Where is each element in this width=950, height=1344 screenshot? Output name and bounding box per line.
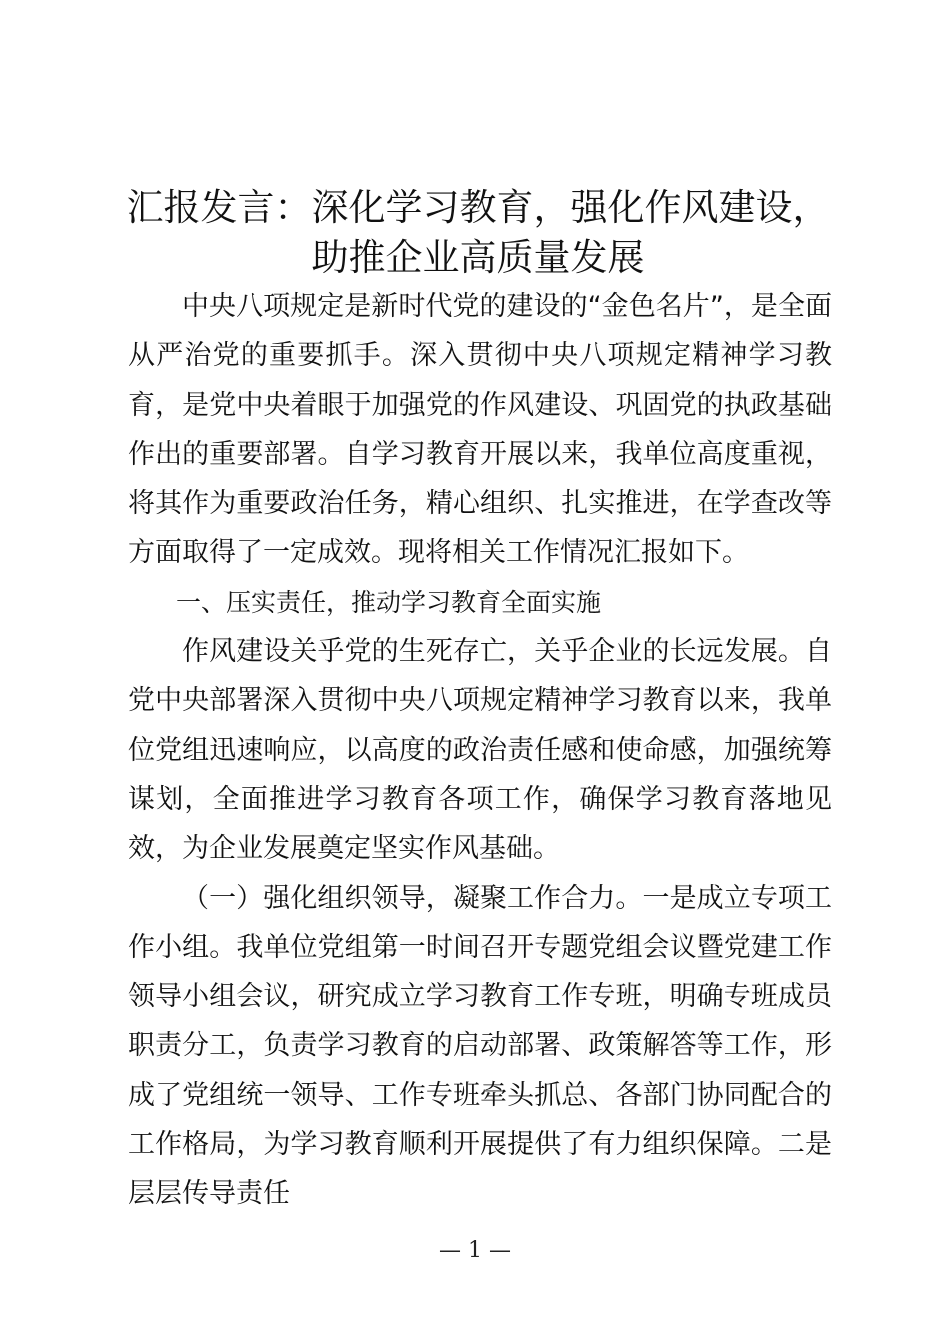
page-number: — 1 — [439, 1238, 511, 1263]
document-body [128, 282, 832, 1219]
document-title: 汇报发言：深化学习教育，强化作风建设，助推企业高质量发展 [126, 186, 830, 279]
section-paragraph: 作风建设关乎党的生死存亡，关乎企业的长远发展。自党中央部署深入贯彻中央八项规定精神学习教育以来，我单位党组迅速响应，以高度的政治责任感和使命感，加强统筹谋划，全面推进学习教育各项工作，确保学习教育落地见效，为企业发展奠定坚实作风基础。 [128, 636, 832, 865]
intro-paragraph: 中央八项规定是新时代党的建设的“金色名片”，是全面从严治党的重要抓手。深入贯彻中央八项规定精神学习教育，是党中央着眼于加强党的作风建设、巩固党的执政基础作出的重要部署。自学习教育开展以来，我单位高度重视，将其作为重要政治任务，精心组织、扎实推进，在学查改等方面取得了一定成效。现将相关工作情况汇报如下。 [128, 291, 832, 569]
section-heading: 一、压实责任，推动学习教育全面实施 [176, 587, 602, 617]
subsection-paragraph: （一）强化组织领导，凝聚工作合力。一是成立专项工作小组。我单位党组第一时间召开专题党组会议暨党建工作领导小组会议，研究成立学习教育工作专班，明确专班成员职责分工，负责学习教育的启动部署、政策解答等工作，形成了党组统一领导、工作专班牵头抓总、各部门协同配合的工作格局，为学习教育顺利开展提供了有力组织保障。二是层层传导责任 [128, 882, 832, 1210]
